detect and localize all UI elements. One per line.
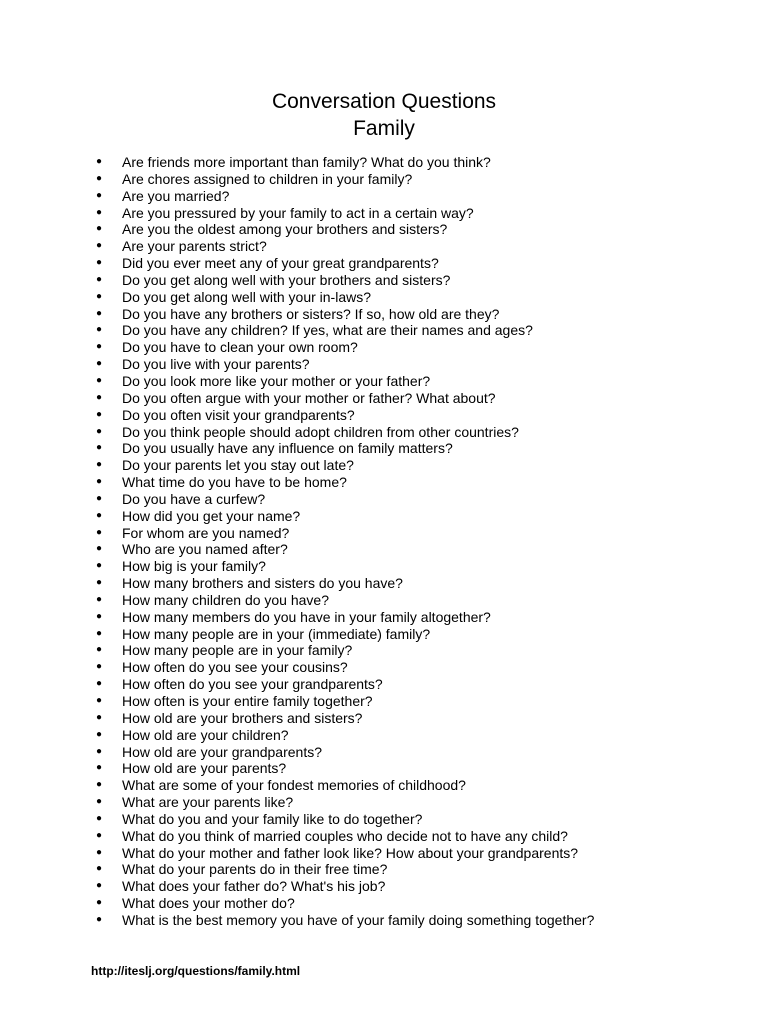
question-text: What are some of your fondest memories of childhood? (122, 777, 466, 794)
bullet-icon: ● (96, 593, 103, 605)
list-item (96, 356, 594, 373)
question-text: What do your parents do in their free time? (122, 861, 388, 878)
bullet-icon: ● (96, 627, 103, 639)
question-text: Are you the oldest among your brothers and sisters? (122, 221, 448, 238)
question-text: Did you ever meet any of your great grandparents? (122, 255, 439, 272)
bullet-icon: ● (96, 206, 103, 218)
page-title: Conversation Questions (271, 90, 497, 113)
bullet-icon: ● (96, 240, 103, 252)
question-text: What do your mother and father look like? How about your grandparents? (122, 844, 579, 861)
bullet-icon: ● (96, 307, 103, 319)
list-item (96, 322, 594, 339)
bullet-icon: ● (96, 695, 103, 706)
list-item (96, 188, 594, 205)
list-item (96, 457, 594, 474)
bullet-icon: ● (96, 577, 103, 589)
question-text: Are you pressured by your family to act in a certain way? (122, 204, 474, 221)
question-text: Do you have any brothers or sisters? If so, how old are they? (122, 305, 500, 322)
question-text: What do you think of married couples who decide not to have any child? (122, 827, 568, 844)
list-item (96, 744, 594, 761)
question-text: Do you live with your parents? (122, 356, 310, 373)
list-item (96, 912, 594, 929)
list-item (96, 541, 594, 558)
bullet-icon: ● (96, 543, 103, 555)
bullet-icon: ● (96, 880, 103, 892)
question-text: How old are your children? (122, 726, 289, 743)
list-item (96, 390, 594, 407)
list-item (96, 592, 594, 609)
bullet-icon: ● (96, 358, 103, 370)
list-item (96, 272, 594, 289)
list-item (96, 895, 594, 912)
bullet-icon: ● (96, 829, 103, 841)
bullet-icon: ● (96, 425, 103, 437)
question-text: How big is your family? (122, 558, 266, 575)
list-item (96, 373, 594, 390)
bullet-icon: ● (96, 863, 103, 875)
bullet-icon: ● (96, 408, 103, 420)
list-item (96, 777, 594, 794)
bullet-icon: ● (96, 796, 103, 808)
list-item (96, 205, 594, 222)
bullet-icon: ● (96, 223, 103, 235)
question-text: Do you get along well with your in-laws? (122, 288, 372, 305)
list-item (96, 440, 594, 457)
bullet-icon: ● (96, 711, 103, 723)
list-item (96, 525, 594, 542)
list-item (96, 693, 594, 710)
question-text: How old are your brothers and sisters? (122, 709, 363, 726)
question-text: Do your parents let you stay out late? (122, 457, 354, 474)
list-item (96, 659, 594, 676)
list-item (96, 474, 594, 491)
bullet-icon: ● (96, 391, 103, 403)
question-text: How often do you see your cousins? (122, 659, 348, 676)
question-text: Do you often visit your grandparents? (122, 406, 355, 423)
list-item (96, 626, 594, 643)
question-text: Do you often argue with your mother or father? What about? (122, 389, 496, 406)
question-text: How often do you see your grandparents? (122, 676, 383, 693)
bullet-icon: ● (96, 560, 103, 572)
list-item (96, 878, 594, 895)
question-text: How often is your entire family together? (122, 693, 373, 709)
question-text: What time do you have to be home? (122, 474, 347, 491)
bullet-icon: ● (96, 189, 103, 201)
bullet-icon: ● (96, 610, 103, 622)
bullet-icon: ● (96, 459, 103, 471)
question-text: Are your parents strict? (122, 238, 267, 255)
question-text: Do you have a curfew? (122, 490, 266, 507)
question-text: What is the best memory you have of your family doing something together? (122, 911, 595, 928)
list-item (96, 811, 594, 828)
bullet-icon: ● (96, 341, 103, 353)
list-item (96, 424, 594, 441)
list-item (96, 794, 594, 811)
question-text: Are you married? (122, 187, 230, 204)
bullet-icon: ● (96, 273, 103, 285)
list-item (96, 508, 594, 525)
bullet-icon: ● (96, 762, 103, 774)
question-text: Do you usually have any influence on family matters? (122, 440, 453, 457)
list-item (96, 407, 594, 424)
list-item (96, 339, 594, 356)
list-item (96, 221, 594, 238)
list-item (96, 575, 594, 592)
list-item (96, 760, 594, 777)
bullet-icon: ● (96, 290, 103, 302)
question-text: How did you get your name? (122, 507, 301, 524)
source-url: http://iteslj.org/questions/family.html (91, 964, 301, 978)
question-text: How old are your parents? (122, 760, 287, 777)
bullet-icon: ● (96, 476, 103, 488)
bullet-icon: ● (96, 779, 103, 791)
bullet-icon: ● (96, 913, 103, 925)
question-text: What are your parents like? (122, 794, 294, 811)
list-item (96, 154, 594, 171)
page-subtitle: Family (353, 117, 415, 140)
list-item (96, 642, 594, 659)
question-text: How old are your grandparents? (122, 743, 323, 760)
list-item (96, 238, 594, 255)
list-item (96, 676, 594, 693)
bullet-icon: ● (96, 492, 103, 504)
bullet-icon: ● (96, 812, 103, 824)
bullet-icon: ● (96, 897, 103, 909)
bullet-icon: ● (96, 661, 103, 673)
list-item (96, 861, 594, 878)
question-text: How many people are in your (immediate) family? (122, 625, 431, 642)
question-text: Do you have to clean your own room? (122, 339, 358, 356)
bullet-icon: ● (96, 846, 103, 858)
question-text: How many brothers and sisters do you have? (122, 575, 403, 592)
bullet-icon: ● (96, 374, 103, 386)
question-text: For whom are you named? (122, 524, 290, 541)
bullet-icon: ● (96, 172, 103, 184)
question-text: What does your mother do? (122, 895, 295, 912)
question-list (96, 154, 594, 929)
list-item (96, 727, 594, 744)
bullet-icon: ● (96, 156, 103, 167)
list-item (96, 171, 594, 188)
bullet-icon: ● (96, 442, 103, 454)
bullet-icon: ● (96, 324, 103, 336)
question-text: Are friends more important than family? What do you think? (122, 154, 491, 170)
bullet-icon: ● (96, 644, 103, 656)
question-text: What do you and your family like to do together? (122, 810, 423, 827)
bullet-icon: ● (96, 509, 103, 521)
question-text: Do you look more like your mother or your father? (122, 372, 431, 389)
list-item (96, 306, 594, 323)
bullet-icon: ● (96, 678, 103, 690)
list-item (96, 558, 594, 575)
list-item (96, 289, 594, 306)
title-block (0, 88, 768, 142)
list-item (96, 491, 594, 508)
list-item (96, 828, 594, 845)
list-item (96, 609, 594, 626)
question-text: Do you think people should adopt children from other countries? (122, 423, 519, 440)
question-text: How many children do you have? (122, 591, 330, 608)
question-text: What does your father do? What's his job? (122, 878, 386, 895)
bullet-icon: ● (96, 745, 103, 757)
question-text: Who are you named after? (122, 541, 288, 558)
list-item (96, 255, 594, 272)
list-item (96, 845, 594, 862)
question-text: How many members do you have in your family altogether? (122, 608, 491, 625)
bullet-icon: ● (96, 728, 103, 740)
question-text: Do you have any children? If yes, what are their names and ages? (122, 322, 533, 339)
bullet-icon: ● (96, 257, 103, 269)
question-text: How many people are in your family? (122, 642, 353, 659)
bullet-icon: ● (96, 526, 103, 538)
question-text: Are chores assigned to children in your family? (122, 170, 413, 187)
list-item (96, 710, 594, 727)
question-text: Do you get along well with your brothers and sisters? (122, 271, 451, 288)
